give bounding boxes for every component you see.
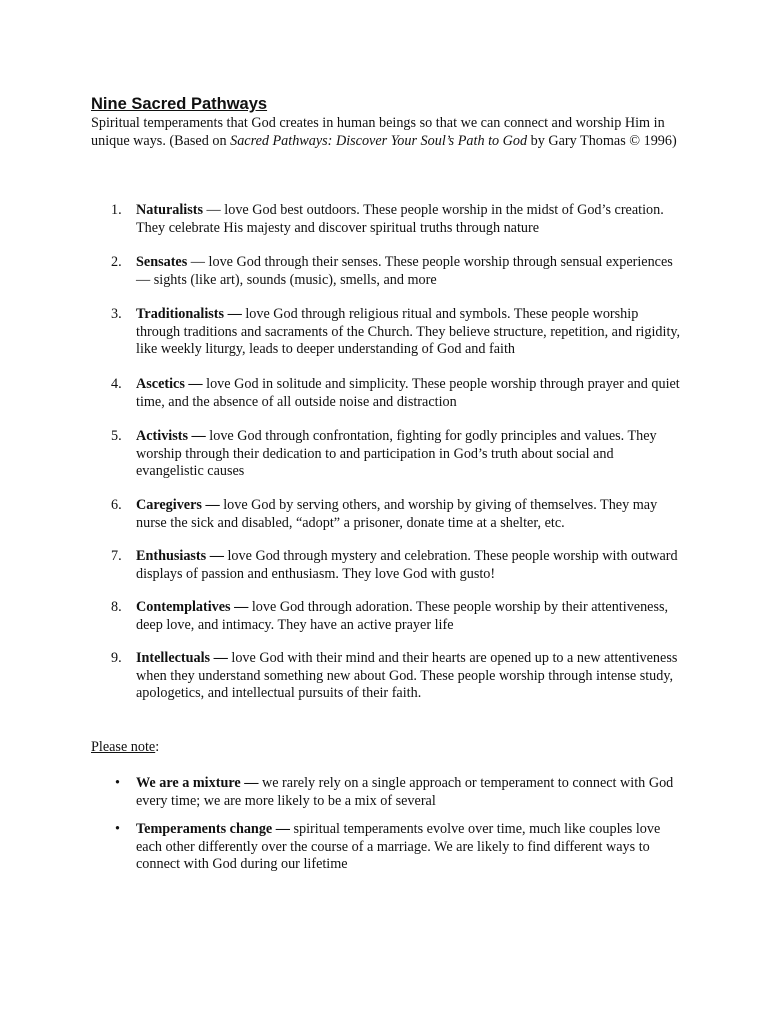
document-page — [91, 94, 691, 873]
bullet-icon: • — [115, 775, 120, 791]
note-item — [91, 775, 691, 810]
please-note-label: Please note: — [91, 739, 160, 755]
pathway-name: Activists — — [136, 428, 206, 444]
pathway-item — [91, 254, 691, 289]
pathway-name: Enthusiasts — — [136, 548, 224, 564]
item-number: 2. — [111, 254, 122, 270]
pathway-item — [91, 376, 691, 411]
note-item — [91, 821, 691, 874]
item-number: 1. — [111, 202, 122, 218]
pathway-name: Contemplatives — — [136, 599, 249, 615]
pathway-name: Sensates — [136, 254, 188, 270]
pathway-name: Ascetics — — [136, 376, 203, 392]
bullet-icon: • — [115, 821, 120, 837]
item-number: 6. — [111, 497, 122, 513]
pathway-item — [91, 548, 691, 583]
item-number: 9. — [111, 650, 122, 666]
pathway-item — [91, 202, 691, 237]
note-description: we rarely rely on a single approach or temperament to connect with God every time; we are more likely to be a mix of several — [136, 775, 674, 809]
pathway-description: love God through mystery and celebration. These people worship with outward displays of passion and enthusiasm. They love God with gusto! — [136, 548, 678, 582]
pathway-item — [91, 428, 691, 481]
pathway-name: Naturalists — [136, 202, 203, 218]
pathway-description: love God through adoration. These people worship by their attentiveness, deep love, and intimacy. They have an active prayer life — [136, 599, 669, 633]
intro-paragraph — [91, 114, 691, 150]
note-name: Temperaments change — — [136, 821, 290, 837]
pathway-name: Intellectuals — — [136, 650, 228, 666]
pathway-item — [91, 497, 691, 532]
item-number: 4. — [111, 376, 122, 392]
item-number: 7. — [111, 548, 122, 564]
intro-text: Spiritual temperaments that God creates in human beings so that we can connect and worship Him in unique ways. (Based on — [91, 115, 665, 150]
note-description: spiritual temperaments evolve over time, much like couples love each other differently over the course of a marriage. We are likely to find different ways to connect with God during our lifetime — [136, 821, 661, 873]
pathway-description: — love God through their senses. These people worship through sensual experiences — sights (like art), sounds (music), smells, and more — [136, 254, 673, 288]
pathway-description: love God by serving others, and worship by giving of themselves. They may nurse the sick and disabled, “adopt” a prisoner, donate time at a shelter, etc. — [136, 497, 658, 531]
pathway-description: love God in solitude and simplicity. These people worship through prayer and quiet time, and the absence of all outside noise and distraction — [136, 376, 680, 410]
document-title: Nine Sacred Pathways — [91, 95, 268, 113]
pathway-description: love God with their mind and their hearts are opened up to a new attentiveness when they understand something new about God. These people worship through intense study, apologetics, and intellectual pursuits of their faith. — [136, 650, 678, 702]
pathway-item — [91, 650, 691, 703]
pathway-description: — love God best outdoors. These people worship in the midst of God’s creation. They celebrate His majesty and discover spiritual truths through nature — [136, 202, 664, 236]
pathway-description: love God through confrontation, fighting for godly principles and values. They worship through their dedication to and participation in God’s truth about social and evangelistic causes — [136, 428, 657, 480]
book-title: Sacred Pathways: Discover Your Soul’s Path to God — [230, 133, 528, 150]
intro-author: by Gary Thomas © 1996) — [527, 133, 677, 150]
item-number: 5. — [111, 428, 122, 444]
item-number: 3. — [111, 306, 122, 322]
pathway-description: love God through religious ritual and symbols. These people worship through traditions and sacraments of the Church. They believe structure, repetition, and rigidity, like weekly liturgy, leads to deeper understanding of God and faith — [136, 306, 681, 358]
item-number: 8. — [111, 599, 122, 615]
pathway-name: Traditionalists — — [136, 306, 242, 322]
pathway-item — [91, 599, 691, 634]
note-name: We are a mixture — — [136, 775, 259, 791]
pathway-name: Caregivers — — [136, 497, 220, 513]
pathway-item — [91, 306, 691, 359]
